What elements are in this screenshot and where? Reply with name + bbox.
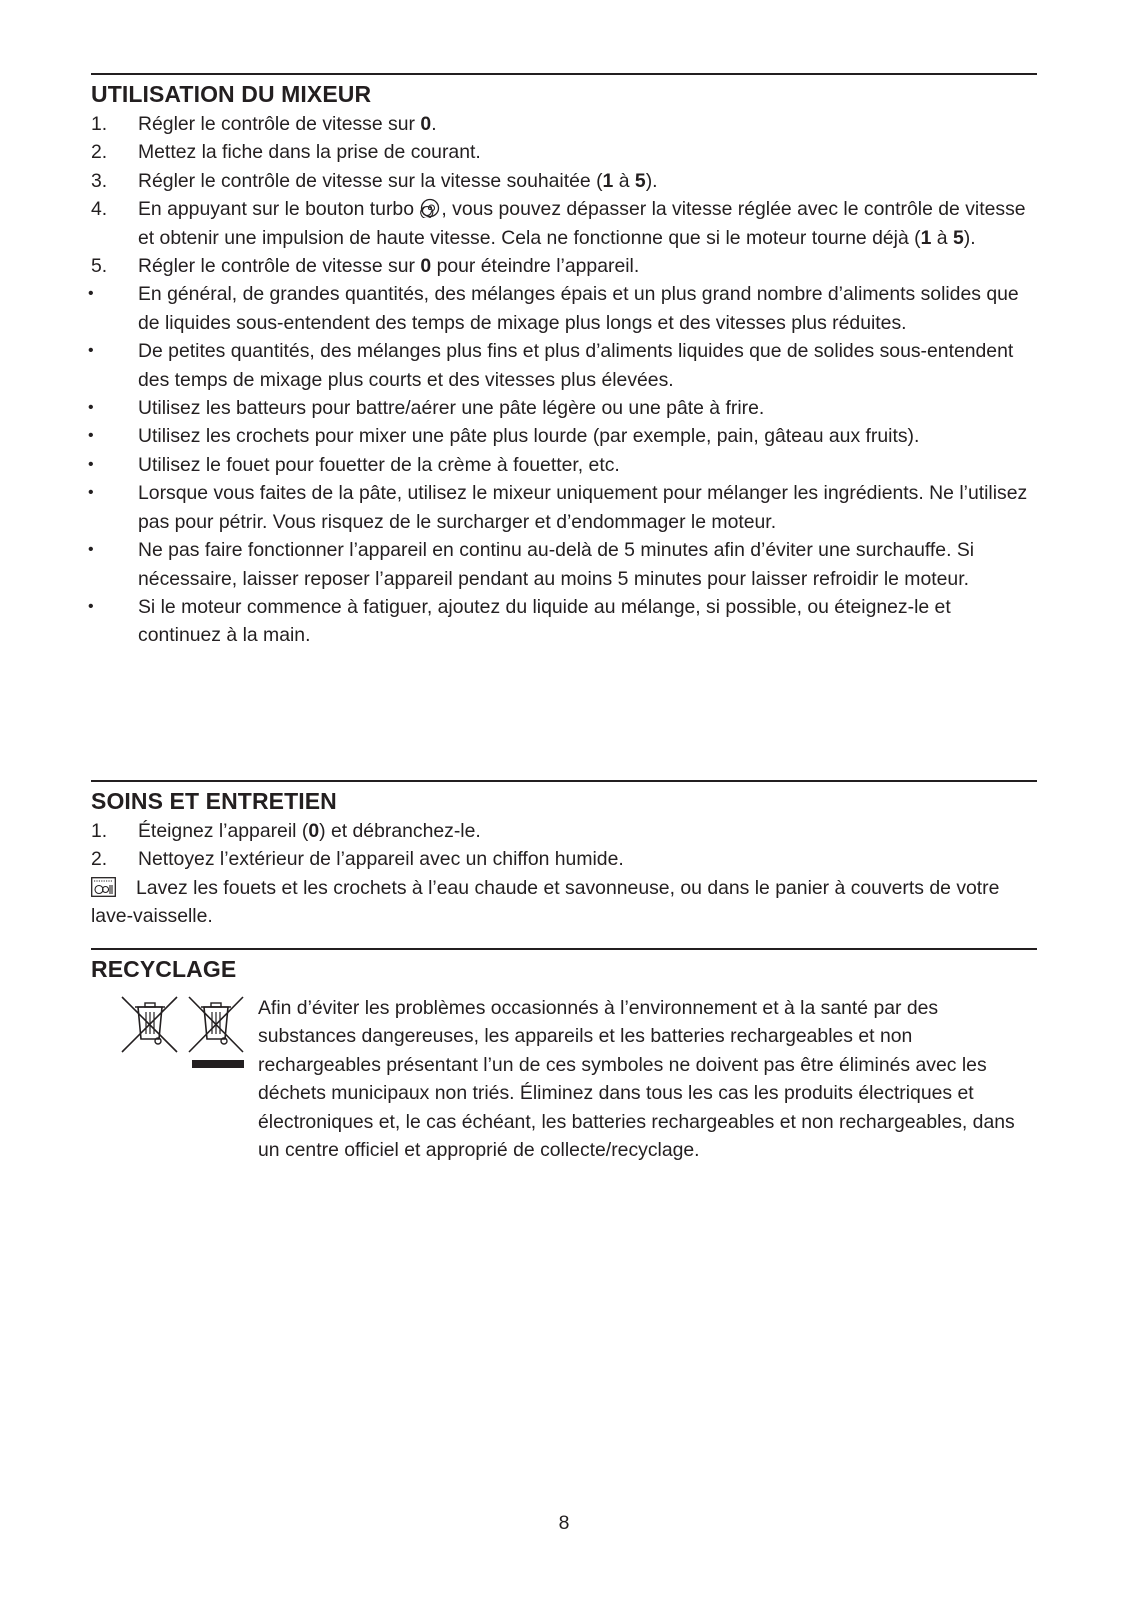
mixer-tips-list [88,280,1037,649]
list-item: 1. Régler le contrôle de vitesse sur 0. [91,110,1037,138]
list-number: 3. [91,169,108,192]
care-section [91,780,1037,931]
bullet: • [88,285,94,303]
section-title-recycling: RECYCLAGE [91,956,237,982]
bullet: • [88,597,94,615]
section-divider [91,948,1037,950]
care-steps-list [91,817,1037,874]
crossed-bin-icon [119,994,181,1056]
mixer-steps-list [91,110,1037,280]
list-item: • Ne pas faire fonctionner l’appareil en continu au-delà de 5 minutes afin d’éviter une surchauffe. Si nécessaire, laisser reposer l’appareil pendant au moins 5 minutes pour laisser refroidir le moteur. [91,536,1037,593]
dishwasher-note: Lavez les fouets et les crochets à l’eau chaude et savonneuse, ou dans le panier à couverts de votre lave-vaisselle. [91,876,1000,928]
list-item: • Lorsque vous faites de la pâte, utilisez le mixeur uniquement pour mélanger les ingrédients. Ne l’utilisez pas pour pétrir. Vous risquez de le surcharger et d’endommager le moteur. [91,479,1037,536]
bullet: • [88,484,94,502]
list-item: • En général, de grandes quantités, des mélanges épais et un plus grand nombre d’aliments solides que de liquides sous-entendent des temps de mixage plus longs et des vitesses plus réduites. [91,280,1037,337]
list-item: 3. Régler le contrôle de vitesse sur la vitesse souhaitée (1 à 5). [91,167,1037,195]
bullet: • [88,541,94,559]
page-number: 8 [558,1512,570,1534]
list-item: • De petites quantités, des mélanges plus fins et plus d’aliments liquides que de solides sous-entendent des temps de mixage plus courts et des vitesses plus élevées. [91,337,1037,394]
list-item: • Utilisez les crochets pour mixer une pâte plus lourde (par exemple, pain, gâteau aux fruits). [91,422,1037,450]
mixer-section [88,73,1037,650]
section-divider [91,73,1037,75]
list-number: 2. [91,848,108,871]
bullet: • [88,427,94,445]
list-item: 4. En appuyant sur le bouton turbo , vous pouvez dépasser la vitesse réglée avec le contrôle de vitesse et obtenir une impulsion de haute vitesse. Cela ne fonctionne que si le moteur tourne déjà (1 à 5). [91,195,1037,252]
list-item: 1. Éteignez l’appareil (0) et débranchez-le. [91,817,1037,845]
list-number: 2. [91,141,108,164]
turbo-spiral-icon [420,198,440,218]
section-divider [91,780,1037,782]
crossed-bin-with-bar-icon [186,994,246,1074]
list-number: 1. [91,820,108,842]
list-item: 2. Nettoyez l’extérieur de l’appareil avec un chiffon humide. [91,845,1037,873]
dishwasher-icon [91,877,116,897]
section-title-care: SOINS ET ENTRETIEN [91,788,337,814]
recycling-section [91,948,1037,1208]
bullet: • [88,342,94,360]
list-number: 1. [91,113,108,135]
list-number: 4. [91,198,108,221]
section-title-mixer: UTILISATION DU MIXEUR [91,81,372,107]
list-number: 5. [91,255,108,278]
list-item: 5. Régler le contrôle de vitesse sur 0 pour éteindre l’appareil. [91,252,1037,280]
recycling-text: Afin d’éviter les problèmes occasionnés à l’environnement et à la santé par des substances dangereuses, les appareils et les batteries rechargeables et non rechargeables présentant l’un de ces symboles ne doivent pas être éliminés avec les déchets municipaux non triés. Éliminez dans tous les cas les produits électriques et électroniques et, le cas échéant, les batteries rechargeables et non rechargeables, dans un centre officiel et approprié de collecte/recyclage. [258,997,1015,1162]
list-item: • Utilisez les batteurs pour battre/aérer une pâte légère ou une pâte à frire. [91,394,1037,422]
list-item: • Utilisez le fouet pour fouetter de la crème à fouetter, etc. [91,451,1037,479]
list-item: 2. Mettez la fiche dans la prise de courant. [91,138,1037,166]
list-item: • Si le moteur commence à fatiguer, ajoutez du liquide au mélange, si possible, ou éteignez-le et continuez à la main. [91,593,1037,650]
bullet: • [88,455,94,473]
bullet: • [88,399,94,417]
